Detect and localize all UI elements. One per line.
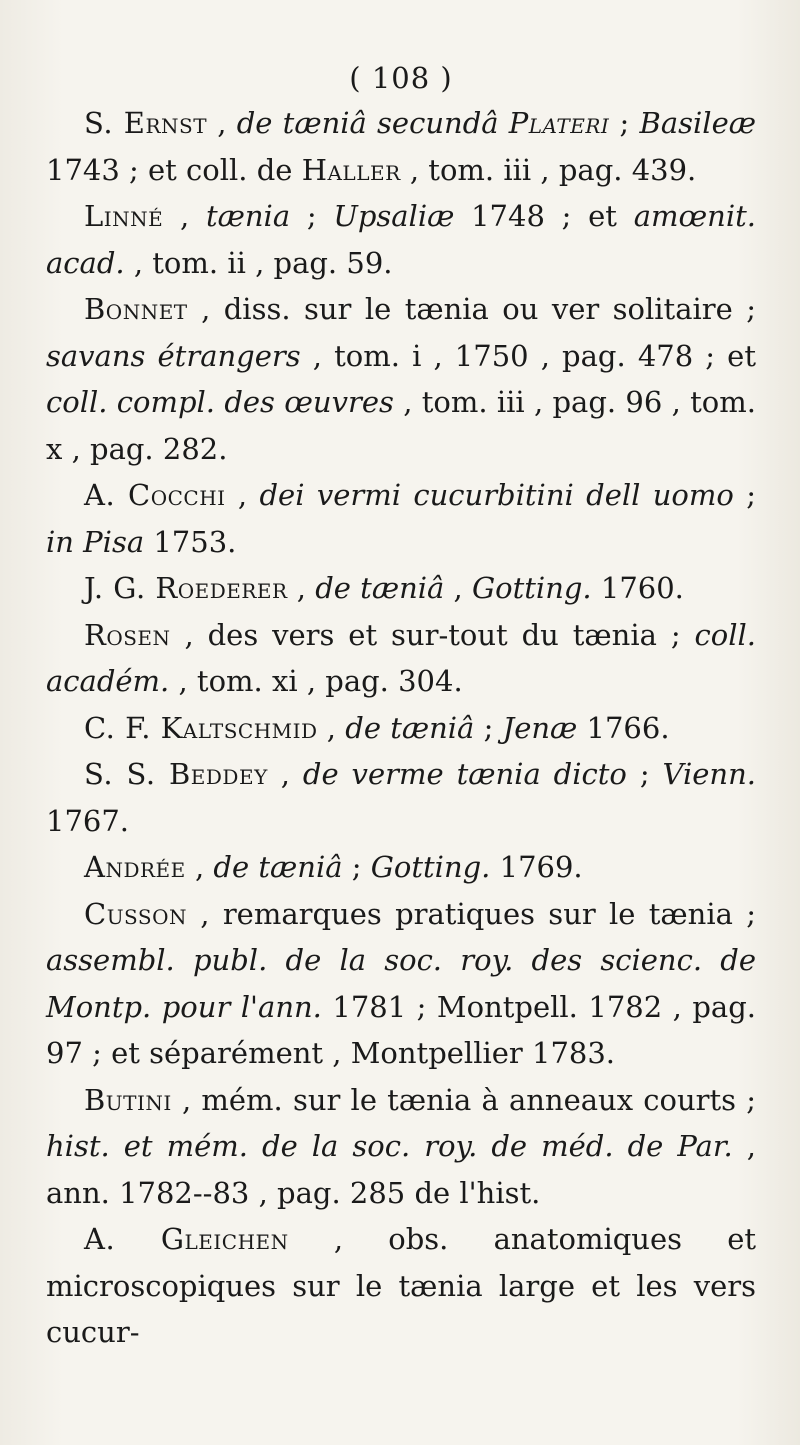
bibliography-entry-gleichen: A. Gleichen , obs. anatomiques et microscopiques sur le tænia large et les vers cucur-: [46, 1222, 757, 1349]
place: Basileæ: [639, 106, 756, 140]
title: tænia: [205, 199, 291, 233]
bibliography-entry-roederer: J. G. Roederer , de tæniâ , Gotting. 1760.: [84, 571, 684, 605]
author: J. G. Roederer: [84, 571, 288, 605]
place: Vienn.: [662, 757, 756, 791]
title: de tæniâ: [213, 850, 343, 884]
place: Gotting.: [471, 571, 592, 605]
bibliography-entry-kaltschmid: C. F. Kaltschmid , de tæniâ ; Jenæ 1766.: [84, 710, 670, 745]
bibliography-entry-cusson: Cusson , remarques pratiques sur le tænia ; assembl. publ. de la soc. roy. des scienc. de Montp. pour l'ann. 1781 ; Montpell. 1782 , pag. 97 ; et séparément , Montpellier 1783.: [46, 896, 756, 1070]
place: Jenæ: [502, 710, 578, 745]
bibliography-entry-ernst: S. Ernst , de tæniâ secundâ Plateri ; Basileæ 1743 ; et coll. de Haller , tom. iii , pag. 439.: [46, 106, 756, 187]
title: amœnit. acad.: [46, 199, 756, 280]
place: in Pisa: [46, 524, 145, 559]
author: S. S. Beddey: [84, 757, 268, 791]
title: de verme tænia dicto: [302, 757, 627, 791]
author: Rosen: [84, 617, 171, 652]
author: S. Ernst: [84, 106, 208, 140]
bibliography-entry-bonnet: Bonnet , diss. sur le tænia ou ver solitaire ; savans étrangers , tom. i , 1750 , pag. 478 ; et coll. compl. des œuvres , tom. iii , pag. 96 , tom. x , pag. 282.: [46, 292, 756, 466]
author: Haller: [301, 152, 401, 187]
title: de tæniâ secundâ: [236, 106, 509, 140]
title: assembl. publ. de la soc. roy. des scienc. de Montp. pour l'ann.: [46, 943, 756, 1024]
author: Plateri: [508, 106, 610, 140]
author: Butini: [84, 1082, 172, 1117]
author: Bonnet: [84, 292, 188, 326]
place: Gotting.: [370, 850, 491, 884]
author: Andrée: [84, 850, 186, 884]
bibliography-entry-butini: Butini , mém. sur le tænia à anneaux courts ; hist. et mém. de la soc. roy. de méd. de Par. , ann. 1782--83 , pag. 285 de l'hist.: [46, 1082, 756, 1210]
bibliography-entry-beddey: S. S. Beddey , de verme tænia dicto ; Vienn. 1767.: [46, 757, 756, 838]
title: de tæniâ: [315, 571, 445, 605]
bibliography-entry-andree: Andrée , de tæniâ ; Gotting. 1769.: [84, 850, 583, 884]
title: savans étrangers: [46, 338, 301, 373]
title: coll. académ.: [46, 617, 756, 698]
title: dei vermi cucurbitini dell uomo: [259, 478, 734, 512]
author: A. Cocchi: [84, 478, 226, 512]
bibliography-entry-rosen: Rosen , des vers et sur-tout du tænia ; coll. académ. , tom. xi , pag. 304.: [46, 617, 756, 698]
author: Cusson: [84, 896, 187, 931]
place: Upsaliæ: [333, 199, 455, 233]
title: coll. compl. des œuvres: [46, 385, 394, 419]
title: hist. et mém. de la soc. roy. de méd. de Par.: [46, 1129, 733, 1163]
bibliography-entry-linne: Linné , tænia ; Upsaliæ 1748 ; et amœnit. acad. , tom. ii , pag. 59.: [46, 199, 756, 280]
page-number: ( 108 ): [349, 61, 453, 95]
author: A. Gleichen: [84, 1222, 289, 1256]
title: de tæniâ: [345, 710, 475, 745]
author: C. F. Kaltschmid: [84, 710, 318, 745]
author: Linné: [84, 199, 164, 233]
bibliography-entry-cocchi: A. Cocchi , dei vermi cucurbitini dell uomo ; in Pisa 1753.: [46, 478, 756, 559]
